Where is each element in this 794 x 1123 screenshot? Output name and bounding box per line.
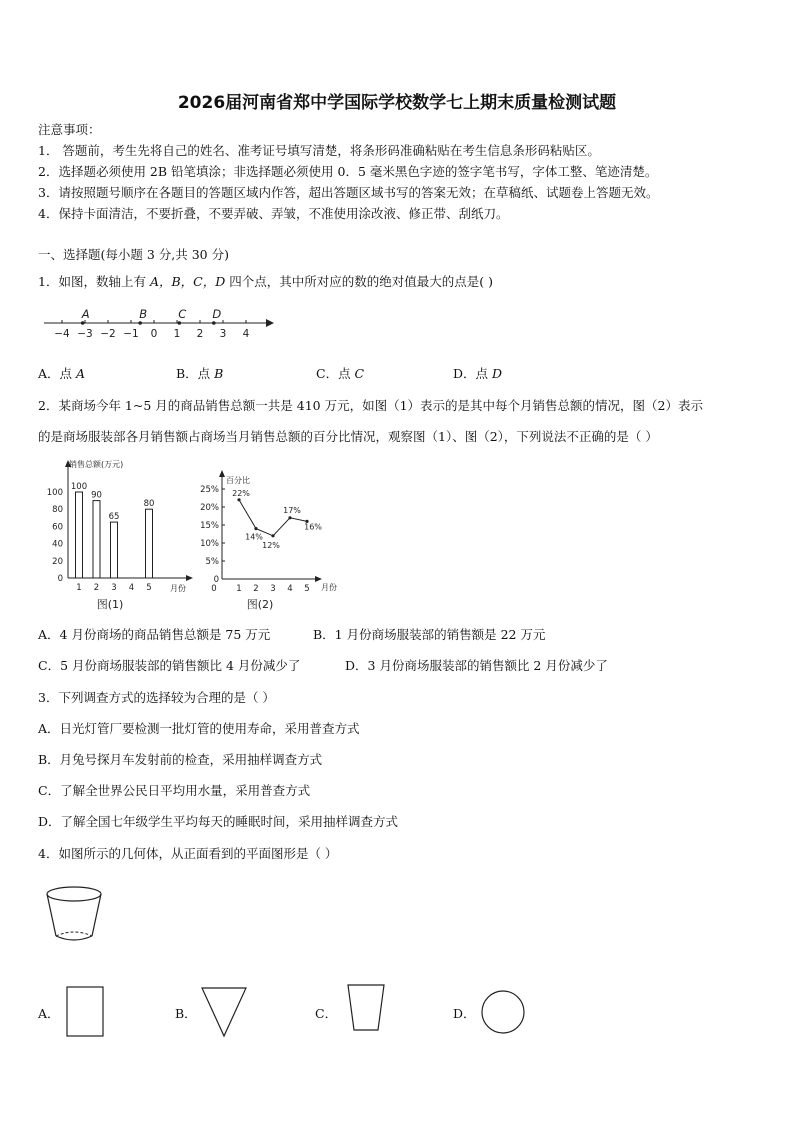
line-point bbox=[271, 534, 274, 537]
bar-chart-xlabel: 月份 bbox=[170, 584, 186, 593]
bar-data-label: 65 bbox=[108, 512, 120, 523]
line-chart-x-tick: 1 bbox=[236, 584, 242, 594]
line-data-label: 16% bbox=[304, 522, 322, 532]
q4-option-a-label[interactable]: A． bbox=[38, 1006, 60, 1021]
number-line-point bbox=[212, 321, 216, 325]
cup-solid-figure bbox=[42, 880, 108, 950]
line-chart-x-tick: 5 bbox=[304, 584, 310, 594]
line-chart-ylabel: 百分比 bbox=[226, 476, 250, 485]
page-title: 2026届河南省郑中学国际学校数学七上期末质量检测试题 bbox=[177, 93, 617, 113]
line-data-label: 22% bbox=[232, 488, 250, 498]
line-chart-y-tick: 10% bbox=[200, 539, 219, 549]
number-line-tick-label: −1 bbox=[123, 328, 139, 340]
line-chart-y-tick: 25% bbox=[200, 485, 219, 495]
notice-heading: 注意事项： bbox=[38, 122, 101, 137]
q3-option-d[interactable]: D．了解全国七年级学生平均每天的睡眠时间，采用抽样调查方式 bbox=[38, 814, 399, 829]
q3-option-c[interactable]: C．了解全世界公民日平均用水量，采用普查方式 bbox=[38, 783, 311, 798]
line-data-label: 12% bbox=[262, 540, 280, 550]
bar bbox=[146, 509, 153, 578]
bar-chart-x-tick: 4 bbox=[128, 583, 135, 593]
question-2-line1: 2．某商场今年 1~5 月的商品销售总额一共是 410 万元，如图（1）表示的是其中每个月销售总额的情况，图（2）表示 bbox=[38, 398, 703, 413]
number-line-tick-label: 4 bbox=[242, 328, 250, 340]
bar-chart-y-tick: 100 bbox=[46, 488, 63, 498]
section-heading: 一、选择题(每小题 3 分,共 30 分) bbox=[38, 247, 229, 262]
line-chart-y-tick: 15% bbox=[200, 521, 219, 531]
bar-chart-y-tick: 0 bbox=[57, 574, 63, 584]
question-3-stem: 3．下列调查方式的选择较为合理的是（ ） bbox=[38, 690, 275, 705]
line-chart-y-tick: 20% bbox=[200, 503, 219, 513]
q3-option-a[interactable]: A．日光灯管厂要检测一批灯管的使用寿命，采用普查方式 bbox=[38, 721, 360, 736]
number-line-tick-label: −3 bbox=[77, 328, 93, 340]
line-data-label: 14% bbox=[245, 532, 263, 542]
number-line-tick-label: 0 bbox=[150, 328, 158, 340]
line-chart-y-tick: 5% bbox=[205, 557, 219, 567]
number-line-point-label: D bbox=[212, 307, 222, 321]
line-chart-x-tick: 2 bbox=[253, 584, 259, 594]
notice-item: 4．保持卡面清洁，不要折叠，不要弄破、弄皱，不准使用涂改液、修正带、刮纸刀。 bbox=[38, 206, 509, 221]
q1-option-b[interactable]: B．点 B bbox=[176, 366, 224, 381]
bar bbox=[111, 522, 118, 578]
line-point bbox=[288, 516, 291, 519]
number-line-point bbox=[81, 321, 85, 325]
number-line bbox=[38, 305, 278, 343]
q1-option-a[interactable]: A．点 A bbox=[38, 366, 86, 381]
q4-option-d-label[interactable]: D． bbox=[453, 1006, 476, 1021]
notice-item: 3．请按照题号顺序在各题目的答题区域内作答，超出答题区域书写的答案无效；在草稿纸、试题卷上答题无效。 bbox=[38, 185, 659, 200]
number-line-tick-label: 2 bbox=[196, 328, 204, 340]
q1-option-c[interactable]: C．点 C bbox=[316, 366, 365, 381]
q4-option-b-label[interactable]: B． bbox=[175, 1006, 197, 1021]
question-1-stem: 1．如图，数轴上有 A，B，C，D 四个点，其中所对应的数的绝对值最大的点是( ) bbox=[38, 274, 493, 289]
q3-option-b[interactable]: B．月兔号探月车发射前的检查，采用抽样调查方式 bbox=[38, 752, 323, 767]
q4-option-c-label[interactable]: C． bbox=[315, 1006, 338, 1021]
number-line-tick-label: 1 bbox=[173, 328, 181, 340]
q2-option-b[interactable]: B．1 月份商场服装部的销售额是 22 万元 bbox=[313, 627, 546, 642]
line-chart-y-tick: 0 bbox=[213, 575, 219, 585]
line-data-label: 17% bbox=[283, 505, 301, 515]
number-line-point-label: B bbox=[139, 307, 148, 321]
bar-data-label: 100 bbox=[70, 482, 88, 492]
number-line-tick-label: −2 bbox=[100, 328, 116, 340]
bar bbox=[76, 492, 83, 578]
bar-chart-y-tick: 40 bbox=[52, 539, 63, 550]
q2-option-d[interactable]: D．3 月份商场服装部的销售额比 2 月份减少了 bbox=[345, 658, 608, 673]
number-line-point bbox=[138, 321, 142, 325]
bar-data-label: 90 bbox=[91, 490, 102, 501]
rectangle-shape[interactable] bbox=[66, 985, 106, 1039]
line-chart-x-tick: 4 bbox=[287, 584, 293, 594]
line-chart-caption: 图(2) bbox=[246, 598, 274, 611]
circle-shape[interactable] bbox=[479, 989, 527, 1035]
notice-item: 1． 答题前，考生先将自己的姓名、准考证号填写清楚，将条形码准确粘贴在考生信息条形码粘贴区。 bbox=[38, 143, 600, 158]
bar-data-label: 80 bbox=[143, 499, 155, 510]
line-chart-x-tick: 3 bbox=[270, 584, 276, 594]
line-point bbox=[237, 498, 240, 501]
question-4-stem: 4．如图所示的几何体，从正面看到的平面图形是（ ） bbox=[38, 846, 338, 861]
line-chart-xlabel: 月份 bbox=[321, 583, 337, 592]
notice-item: 2．选择题必须使用 2B 铅笔填涂；非选择题必须使用 0．5 毫米黑色字迹的签字笔书写，字体工整、笔迹清楚。 bbox=[38, 164, 658, 179]
number-line-point-label: C bbox=[178, 307, 187, 321]
number-line-point bbox=[178, 321, 182, 325]
q2-option-a[interactable]: A．4 月份商场的商品销售总额是 75 万元 bbox=[38, 627, 271, 642]
line-chart-x-tick: 0 bbox=[211, 584, 217, 594]
inverted-triangle-shape[interactable] bbox=[200, 985, 248, 1039]
trapezoid-shape[interactable] bbox=[346, 982, 386, 1034]
bar-chart-x-tick: 3 bbox=[111, 583, 117, 593]
number-line-tick-label: −4 bbox=[54, 328, 70, 340]
bar-chart-y-tick: 60 bbox=[52, 522, 63, 533]
number-line-tick-label: 3 bbox=[219, 328, 227, 340]
line-chart-figure-2 bbox=[198, 470, 348, 615]
bar-chart-y-tick: 20 bbox=[52, 556, 63, 567]
bar bbox=[93, 501, 100, 578]
bar-chart-y-tick: 80 bbox=[52, 505, 63, 516]
line-point bbox=[254, 527, 257, 530]
bar-chart-ylabel: 销售总额(万元) bbox=[69, 460, 124, 469]
bar-chart-x-tick: 1 bbox=[76, 583, 82, 593]
question-2-line2: 的是商场服装部各月销售额占商场当月销售总额的百分比情况，观察图（1）、图（2），下列说法不正确的是（ ） bbox=[38, 429, 658, 444]
q1-option-d[interactable]: D．点 D bbox=[453, 366, 503, 381]
bar-chart-caption: 图(1) bbox=[96, 598, 124, 611]
bar-chart-x-tick: 5 bbox=[146, 583, 152, 593]
bar-chart-x-tick: 2 bbox=[93, 583, 100, 593]
q2-option-c[interactable]: C．5 月份商场服装部的销售额比 4 月份减少了 bbox=[38, 658, 301, 673]
number-line-point-label: A bbox=[81, 307, 90, 321]
bar-chart-figure-1 bbox=[38, 455, 198, 615]
